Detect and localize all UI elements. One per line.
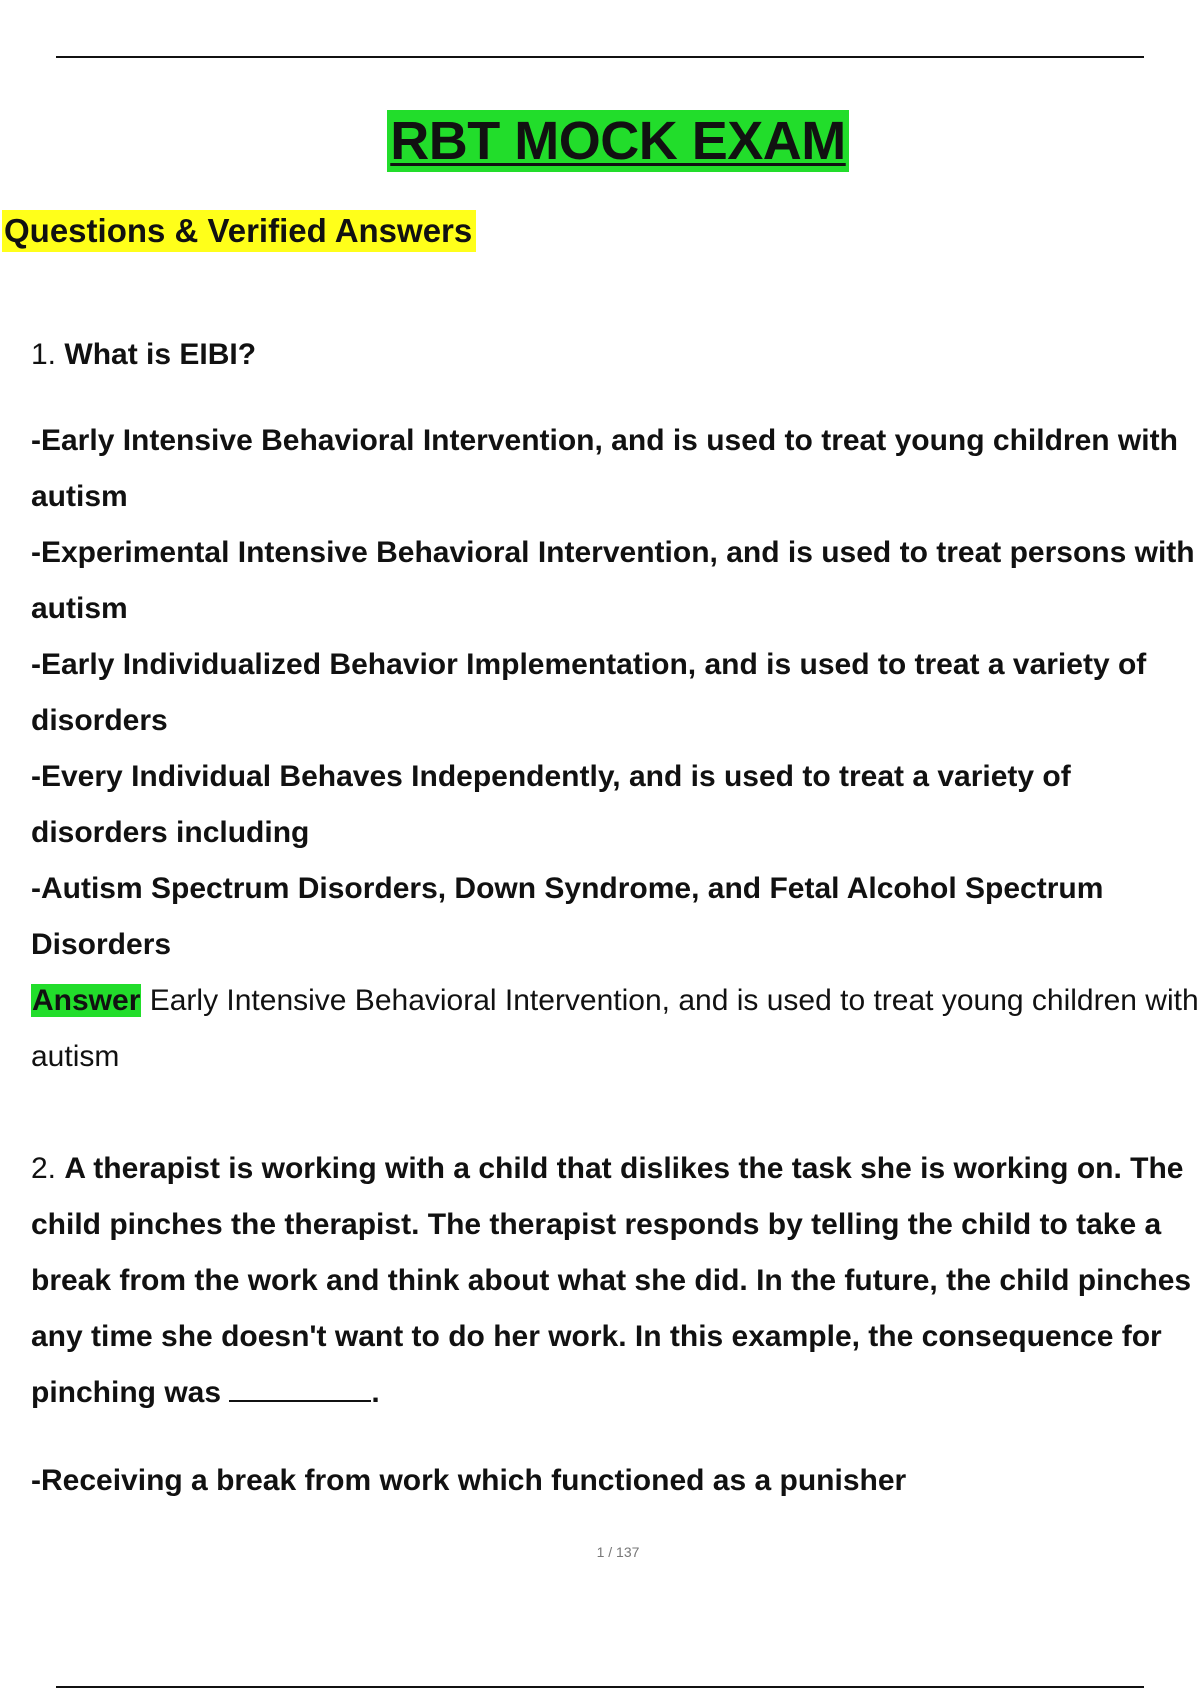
question-number: 1.: [31, 338, 57, 371]
answer-options: [31, 413, 1200, 973]
question-number: 2.: [31, 1152, 57, 1185]
option-item: -Early Individualized Behavior Implementation, and is used to treat a variety of disorders: [31, 648, 1147, 737]
option-item: -Every Individual Behaves Independently, and is used to treat a variety of disorders including: [31, 760, 1071, 849]
document-subtitle: Questions & Verified Answers: [2, 210, 476, 252]
top-divider: [56, 56, 1144, 58]
answer-text: Early Intensive Behavioral Intervention, and is used to treat young children with autism: [31, 984, 1199, 1073]
option-item: -Early Intensive Behavioral Intervention, and is used to treat young children with autism: [31, 424, 1178, 513]
page-indicator: 1 / 137: [596, 1544, 640, 1560]
question-text: A therapist is working with a child that dislikes the task she is working on. The child pinches the therapist. The therapist responds by telling the child to take a break from the work and think about what she did. In the future, the child pinches any time she doesn't want to do her work. In this example, the consequence for pinching was: [31, 1152, 1192, 1409]
question-1: [31, 327, 1200, 1085]
question-prompt: [31, 327, 1200, 383]
question-prompt: [31, 1141, 1200, 1421]
fill-in-blank: [229, 1370, 371, 1402]
document-title: RBT MOCK EXAM: [387, 110, 848, 172]
question-2: [31, 1141, 1200, 1509]
option-item: -Receiving a break from work which functioned as a punisher: [31, 1464, 907, 1497]
answer-line: [31, 973, 1200, 1085]
option-item: -Experimental Intensive Behavioral Intervention, and is used to treat persons with autism: [31, 536, 1195, 625]
question-text: What is EIBI?: [64, 338, 257, 371]
question-list: [31, 327, 1200, 1539]
title-container: [0, 110, 1200, 172]
question-text-end: .: [371, 1376, 380, 1409]
option-item: -Autism Spectrum Disorders, Down Syndrome, and Fetal Alcohol Spectrum Disorders: [31, 872, 1104, 961]
bottom-divider: [56, 1686, 1144, 1688]
answer-label: Answer: [32, 984, 141, 1017]
